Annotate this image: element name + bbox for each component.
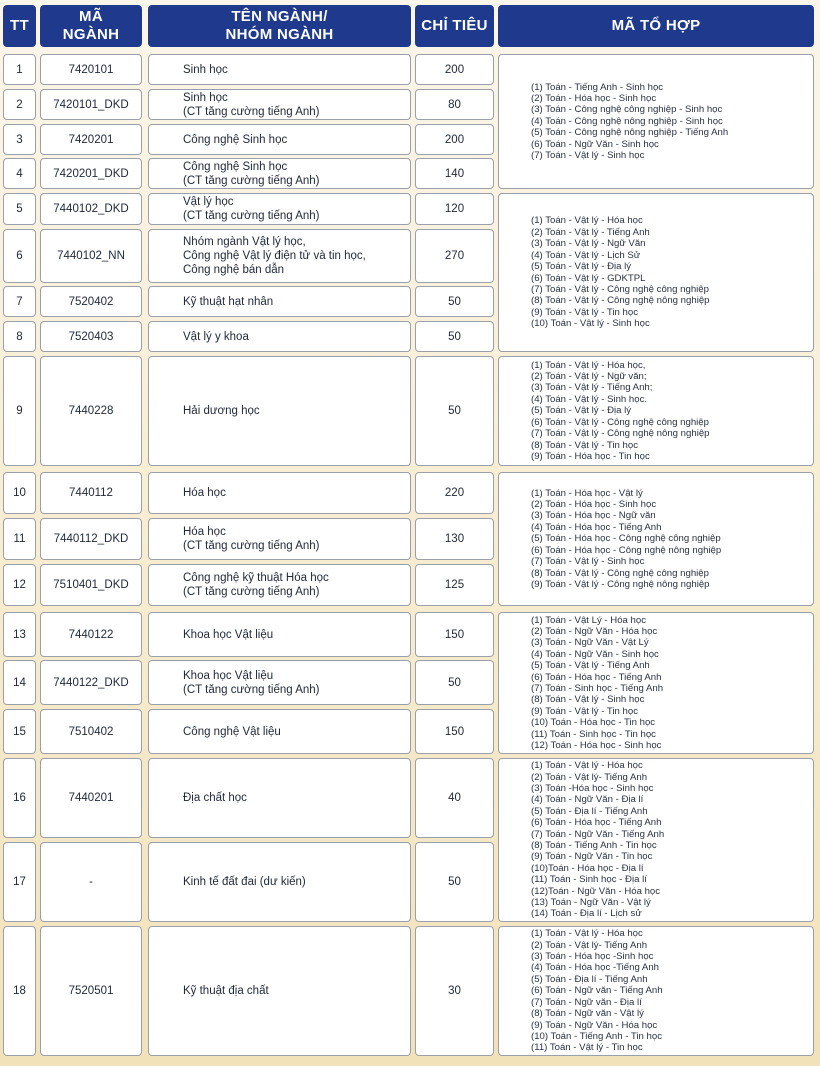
- header-name: TÊN NGÀNH/ NHÓM NGÀNH: [148, 5, 411, 47]
- quota-value: 120: [415, 193, 494, 225]
- major-name: Kỹ thuật hạt nhân: [148, 286, 411, 317]
- row-number: 15: [3, 709, 36, 754]
- quota-value: 200: [415, 124, 494, 155]
- quota-value: 50: [415, 286, 494, 317]
- header-tt: TT: [3, 5, 36, 47]
- subject-combo-list: (1) Toán - Vật lý - Hóa học (2) Toán - Vật lý - Tiếng Anh (3) Toán - Vật lý - Ngữ Văn (4) Toán - Vật lý - Lịch Sử (5) Toán - Vật lý - Địa lý (6) Toán - Vật lý - GDKTPL (7) Toán - Vật lý - Công nghệ công nghiệp (8) Toán - Vật lý - Công nghệ nông nghiệp (9) Toán - Vật lý - Tin học (10) Toán - Vật lý - Sinh học: [498, 193, 814, 352]
- major-name: Công nghệ Vật liệu: [148, 709, 411, 754]
- major-name: Địa chất học: [148, 758, 411, 838]
- major-code: 7440102_DKD: [40, 193, 142, 225]
- quota-value: 200: [415, 54, 494, 85]
- header-combo: MÃ TỔ HỢP: [498, 5, 814, 47]
- major-code: 7440228: [40, 356, 142, 466]
- major-code: 7520501: [40, 926, 142, 1056]
- major-name: Công nghệ Sinh học (CT tăng cường tiếng Anh): [148, 158, 411, 189]
- row-number: 9: [3, 356, 36, 466]
- quota-value: 150: [415, 612, 494, 657]
- major-name: Sinh học (CT tăng cường tiếng Anh): [148, 89, 411, 120]
- major-code: 7420101: [40, 54, 142, 85]
- quota-value: 270: [415, 229, 494, 283]
- major-code: 7440112_DKD: [40, 518, 142, 560]
- subject-combo-list: (1) Toán - Vật lý - Hóa học (2) Toán - Vật lý- Tiếng Anh (3) Toán -Hóa học - Sinh học (4) Toán - Ngữ Văn - Địa lí (5) Toán - Địa lí - Tiếng Anh (6) Toán - Hóa học - Tiếng Anh (7) Toán - Ngữ Văn - Tiếng Anh (8) Toán - Tiếng Anh - Tin học (9) Toán - Ngữ Văn - Tin học (10)Toán - Hóa học - Địa lí (11) Toán - Sinh học - Địa lí (12)Toán - Ngữ Văn - Hóa học (13) Toán - Ngữ Văn - Vật lý (14) Toán - Địa lí - Lịch sử: [498, 758, 814, 922]
- major-name: Sinh học: [148, 54, 411, 85]
- major-code: 7440112: [40, 472, 142, 514]
- major-code: 7510401_DKD: [40, 564, 142, 606]
- major-code: 7440201: [40, 758, 142, 838]
- header-quota: CHỈ TIÊU: [415, 5, 494, 47]
- major-code: 7440102_NN: [40, 229, 142, 283]
- subject-combo-list: (1) Toán - Vật lý - Hóa học, (2) Toán - Vật lý - Ngữ văn; (3) Toán - Vật lý - Tiếng Anh; (4) Toán - Vật lý - Sinh học. (5) Toán - Vật lý - Địa lý (6) Toán - Vật lý - Công nghệ công nghiệp (7) Toán - Vật lý - Công nghệ nông nghiệp (8) Toán - Vật lý - Tin học (9) Toán - Hóa học - Tin học: [498, 356, 814, 466]
- major-code: 7420201: [40, 124, 142, 155]
- major-name: Khoa học Vật liệu (CT tăng cường tiếng Anh): [148, 660, 411, 705]
- row-number: 18: [3, 926, 36, 1056]
- major-name: Công nghệ kỹ thuật Hóa học (CT tăng cường tiếng Anh): [148, 564, 411, 606]
- major-name: Vật lý y khoa: [148, 321, 411, 352]
- quota-value: 140: [415, 158, 494, 189]
- quota-value: 150: [415, 709, 494, 754]
- subject-combo-list: (1) Toán - Tiếng Anh - Sinh học (2) Toán - Hóa học - Sinh học (3) Toán - Công nghệ công nghiệp - Sinh học (4) Toán - Công nghệ nông nghiệp - Sinh học (5) Toán - Công nghệ nông nghiệp - Tiếng Anh (6) Toán - Ngữ Văn - Sinh học (7) Toán - Vật lý - Sinh học: [498, 54, 814, 189]
- major-name: Kinh tế đất đai (dư kiến): [148, 842, 411, 922]
- subject-combo-list: (1) Toán - Hóa học - Vật lý (2) Toán - Hóa học - Sinh học (3) Toán - Hóa học - Ngữ văn (4) Toán - Hóa học - Tiếng Anh (5) Toán - Hóa học - Công nghệ công nghiệp (6) Toán - Hóa học - Công nghệ nông nghiệp (7) Toán - Vật lý - Sinh học (8) Toán - Vật lý - Công nghệ công nghiệp (9) Toán - Vật lý - Công nghệ nông nghiệp: [498, 472, 814, 606]
- quota-value: 50: [415, 321, 494, 352]
- major-name: Nhóm ngành Vật lý học, Công nghệ Vật lý điện tử và tin học, Công nghệ bán dẫn: [148, 229, 411, 283]
- quota-value: 50: [415, 356, 494, 466]
- row-number: 12: [3, 564, 36, 606]
- major-name: Hóa học (CT tăng cường tiếng Anh): [148, 518, 411, 560]
- row-number: 6: [3, 229, 36, 283]
- major-name: Công nghệ Sinh học: [148, 124, 411, 155]
- quota-value: 40: [415, 758, 494, 838]
- quota-value: 125: [415, 564, 494, 606]
- major-code: 7420201_DKD: [40, 158, 142, 189]
- quota-value: 130: [415, 518, 494, 560]
- major-code: 7520402: [40, 286, 142, 317]
- major-code: -: [40, 842, 142, 922]
- row-number: 11: [3, 518, 36, 560]
- major-code: 7440122: [40, 612, 142, 657]
- major-name: Kỹ thuật địa chất: [148, 926, 411, 1056]
- row-number: 2: [3, 89, 36, 120]
- quota-value: 220: [415, 472, 494, 514]
- major-name: Khoa học Vật liệu: [148, 612, 411, 657]
- row-number: 10: [3, 472, 36, 514]
- major-name: Vật lý học (CT tăng cường tiếng Anh): [148, 193, 411, 225]
- row-number: 16: [3, 758, 36, 838]
- row-number: 8: [3, 321, 36, 352]
- header-code: MÃ NGÀNH: [40, 5, 142, 47]
- subject-combo-list: (1) Toán - Vật Lý - Hóa học (2) Toán - Ngữ Văn - Hóa học (3) Toán - Ngữ Văn - Vật Lý (4) Toán - Ngữ Văn - Sinh học (5) Toán - Vật lý - Tiếng Anh (6) Toán - Hóa học - Tiếng Anh (7) Toán - Sinh học - Tiếng Anh (8) Toán - Vật lý - Sinh học (9) Toán - Vật lý - Tin học (10) Toán - Hóa học - Tin học (11) Toán - Sinh học - Tin học (12) Toán - Hóa học - Sinh học: [498, 612, 814, 754]
- quota-value: 30: [415, 926, 494, 1056]
- subject-combo-list: (1) Toán - Vật lý - Hóa học (2) Toán - Vật lý- Tiếng Anh (3) Toán - Hóa học -Sinh học (4) Toán - Hóa học -Tiếng Anh (5) Toán - Địa lí - Tiếng Anh (6) Toán - Ngữ văn - Tiếng Anh (7) Toán - Ngữ văn - Địa lí (8) Toán - Ngữ văn - Vật lý (9) Toán - Ngữ Văn - Hóa học (10) Toán - Tiếng Anh - Tin học (11) Toán - Vật lý - Tin học: [498, 926, 814, 1056]
- quota-value: 80: [415, 89, 494, 120]
- row-number: 13: [3, 612, 36, 657]
- major-code: 7420101_DKD: [40, 89, 142, 120]
- major-code: 7440122_DKD: [40, 660, 142, 705]
- row-number: 1: [3, 54, 36, 85]
- quota-value: 50: [415, 660, 494, 705]
- major-code: 7510402: [40, 709, 142, 754]
- major-code: 7520403: [40, 321, 142, 352]
- row-number: 17: [3, 842, 36, 922]
- row-number: 4: [3, 158, 36, 189]
- major-name: Hải dương học: [148, 356, 411, 466]
- row-number: 5: [3, 193, 36, 225]
- row-number: 3: [3, 124, 36, 155]
- row-number: 7: [3, 286, 36, 317]
- quota-value: 50: [415, 842, 494, 922]
- row-number: 14: [3, 660, 36, 705]
- major-name: Hóa học: [148, 472, 411, 514]
